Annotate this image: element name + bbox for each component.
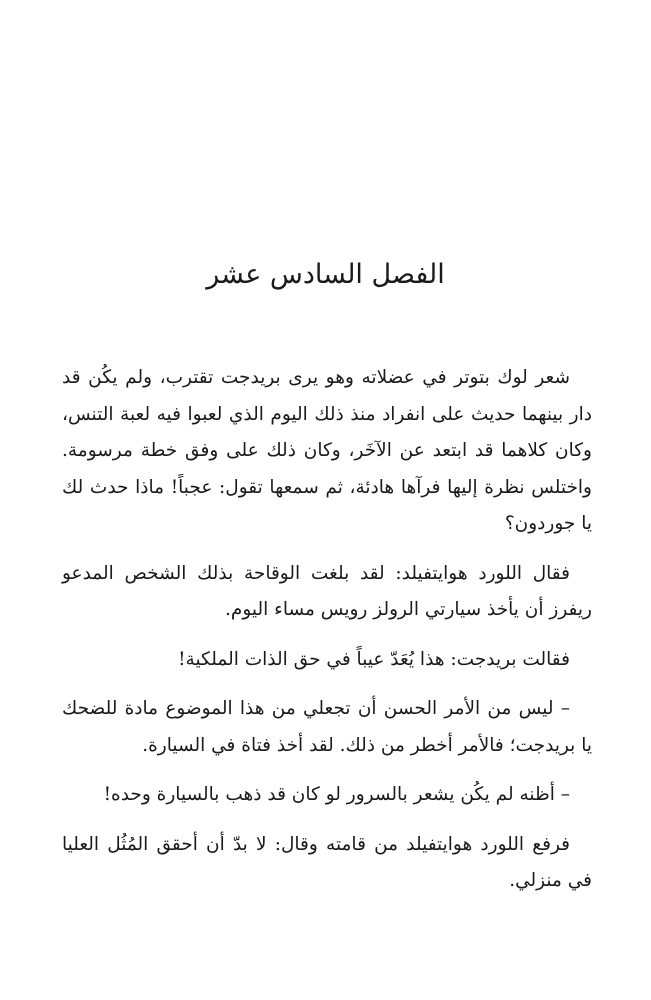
paragraph: – ليس من الأمر الحسن أن تجعلي من هذا الموضوع مادة للضحك يا بريدجت؛ فالأمر أخطر من ذلك. لقد أخذ فتاة في السيارة. — [62, 698, 592, 756]
chapter-title: الفصل السادس عشر — [206, 259, 445, 290]
paragraph: فقال اللورد هوايتفيلد: لقد بلغت الوقاحة بذلك الشخص المدعو ريفرز أن يأخذ سيارتي الرولز رويس مساء اليوم. — [62, 562, 592, 620]
paragraph: شعر لوك بتوتر في عضلاته وهو يرى بريدجت تقترب، ولم يكُن قد دار بينهما حديث على انفراد منذ ذلك اليوم الذي لعبوا فيه لعبة التنس، وكان كلاهما قد ابتعد عن الآخَر، وكان ذلك على وفق خطة مرسومة. واختلس نظرة إليها فرآها هادئة، ثم سمعها تقول: عجباً! ماذا حدث لك يا جوردون؟ — [62, 367, 592, 534]
chapter-body — [62, 360, 592, 900]
paragraph: – أظنه لم يكُن يشعر بالسرور لو كان قد ذهب بالسيارة وحده! — [103, 784, 570, 805]
paragraph: فرفع اللورد هوايتفيلد من قامته وقال: لا بدّ أن أحقق المُثُل العليا في منزلي. — [62, 833, 592, 891]
paragraph: فقالت بريدجت: هذا يُعَدّ عيباً في حق الذات الملكية! — [178, 648, 570, 670]
